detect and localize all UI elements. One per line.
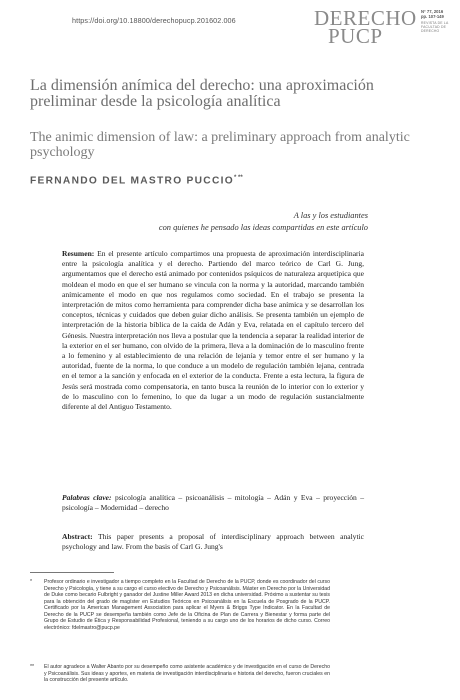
issue-number: N° 77, 2016 [421, 9, 444, 14]
footnote-2-text: El autor agradece a Walter Abanto por su desempeño como asistente académico y de investigación en el curso de Derecho y Psicoanálisis. Sus ideas y aportes, en materia de investigación interdisciplinaria e historia del derecho, fueron cruciales en la construcción del presente artículo. [44, 664, 330, 683]
logo-derecho: DERECHO [314, 6, 417, 30]
page-range: pp. 107-149 [421, 14, 444, 19]
footnote-1 [30, 579, 330, 631]
author-footnote-marks[interactable]: * ** [233, 175, 243, 181]
dedication-line-2: con quienes he pensado las ideas compartidas en este artículo [158, 223, 368, 232]
footnote-2-mark: ** [30, 664, 35, 670]
footnote-1-text: Profesor ordinario e investigador a tiempo completo en la Facultad de Derecho de la PUCP, donde es coordinador del curso Derecho y Psicología, y tiene a su cargo el curso electivo de Derecho y Psicoanálisis. Máster en Derecho por la Universidad de Duke como becario Fulbright y ganador del Justine Miller Award 2013 en dicha universidad. Próximo a sustentar su tesis para la obtención del grado de magíster en Estudios Teóricos en Psicoanálisis en la Escuela de Posgrado de la PUCP. Certificado por la American Management Association para aplicar el Myers & Briggs Type Indicator. En la Facultad de Derecho de la PUCP se desempeña también como Jefe de la Oficina de Plan de Carrera y Bienestar y forma parte del Grupo de Estudio de Ética y Responsabilidad Profesional, teniendo a su cargo uno de los horarios de dicho curso. Correo electrónico: fdelmastro@pucp.pe [44, 579, 330, 631]
abstract-text: This paper presents a proposal of interdisciplinary approach between analytic psychology and law. From the basis of Carl G. Jung's [62, 532, 364, 552]
logo-pucp: PUCP [328, 24, 383, 48]
abstract-label: Abstract: [62, 532, 93, 541]
issue-info [421, 9, 455, 33]
footnote-1-mark: * [30, 579, 33, 585]
dedication-line-1: A las y los estudiantes [293, 211, 368, 220]
journal-logo [314, 4, 454, 48]
doi-link[interactable]: https://doi.org/10.18800/derechopucp.201602.006 [72, 16, 236, 25]
footnote-2 [30, 664, 330, 684]
article-title-es: La dimensión anímica del derecho: una aproximación preliminar desde la psicología analítica [30, 77, 374, 110]
resumen-label: Resumen: [62, 249, 95, 258]
article-title-en: The animic dimension of law: a preliminary approach from analytic psychology [30, 130, 410, 160]
author-name-text: FERNANDO DEL MASTRO PUCCIO [30, 175, 234, 187]
author-name [30, 175, 243, 186]
dedication [159, 210, 368, 234]
resumen-paragraph [62, 249, 364, 412]
abstract-paragraph [62, 532, 364, 552]
footnote-divider [30, 572, 114, 573]
keywords-text: psicología analítica – psicoanálisis – mitología – Adán y Eva – proyección – psicología – Modernidad – derecho [62, 493, 365, 513]
resumen-text: En el presente artículo compartimos una propuesta de aproximación interdisciplinaria entre la psicología analítica y el derecho. Partiendo del marco teórico de Carl G. Jung, argumentamos que el derecho está animado por contenidos psíquicos de naturaleza arquetípica que moldean el modo en que el ser humano se vincula con la norma y la autoridad, marcando también anímicamente el modo en que nos regulamos como sociedad. En el trabajo se presenta la interpretación de mitos como herramienta para comprender dicha base anímica y se desarrollan los conceptos, técnicas y cuidados que deben guiar dicho análisis. Se presenta también un ejemplo de interpretación de la historia bíblica de la caída de Adán y Eva, relatada en el capítulo tercero del Génesis. Nuestra interpretación nos lleva a postular que la tendencia a separar la realidad interior de la exterior en el ser humano, con olvido de la primera, lleva a la dominación de lo masculino frente a lo femenino y al establecimiento de una relación de lejanía y temor entre el ser humano y la autoridad, fuente de la norma, lo que conduce a un modelo de regulación también lejana, centrada en el temor a la sanción y enfocada en el exterior de la conducta. Frente a esta lectura, la figura de Jesús será mostrada como compensatoria, en tanto busca la reunión de lo interior con lo exterior y de lo masculino con lo femenino, lo que da lugar a un modo de regulación sustancialmente diferente al del Antiguo Testamento. [62, 249, 364, 412]
keywords-label: Palabras clave: [62, 493, 112, 502]
journal-note: REVISTA DE LA FACULTAD DE DERECHO [421, 21, 449, 33]
keywords-paragraph [62, 493, 364, 513]
